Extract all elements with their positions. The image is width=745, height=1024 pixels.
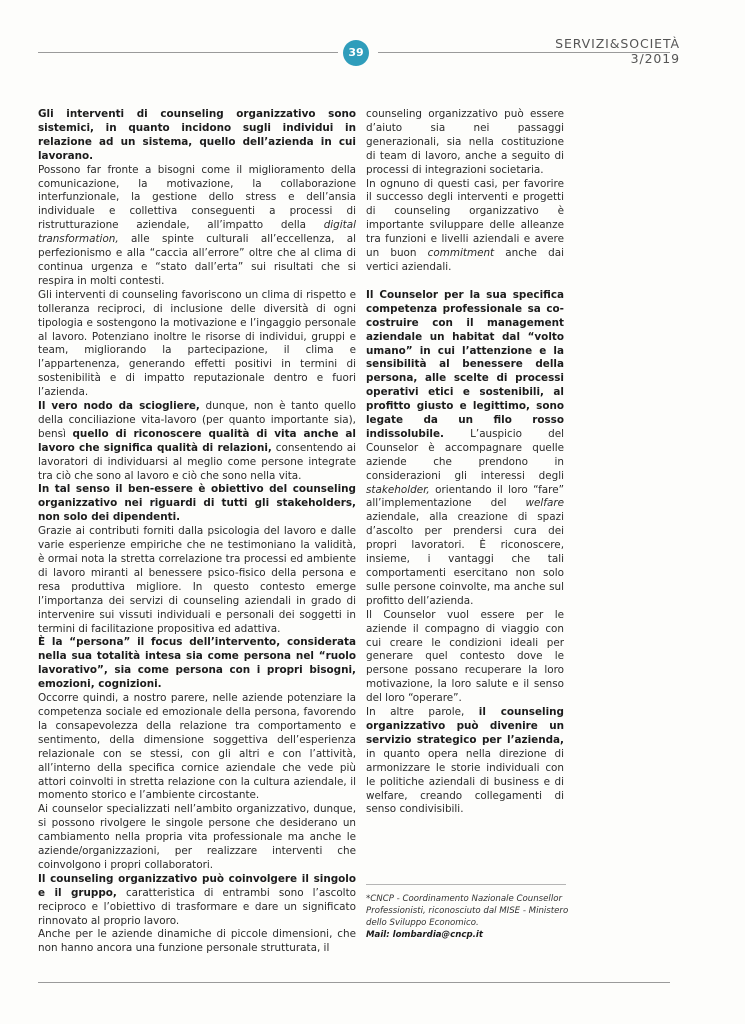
page-number-badge: 39 <box>343 40 369 66</box>
paragraph <box>38 928 356 956</box>
paragraph <box>38 483 356 525</box>
footnote <box>366 893 576 941</box>
text-run: welfare <box>525 497 564 510</box>
text-run: caratteristica di entrambi sono l’ascolto reciproco e l’obiettivo di trasformare e dare un significato rinnovato al proprio lavoro. <box>38 886 357 927</box>
text-run: digital transformation, <box>38 219 356 246</box>
paragraph <box>38 400 356 483</box>
right-column <box>366 108 564 817</box>
text-run: Grazie ai contributi forniti dalla psicologia del lavoro e dalle varie esperienze empiriche che ne testimoniano la validità, è ormai nota la stretta correlazione tra processi ed ambiente di lavoro miranti al benessere psico-fisico della persona e resa produttiva migliore. In questo contesto emerge l’importanza dei servizi di counseling aziendali in grado di intervenire sui vissuti individuali e personali dei soggetti in termini di facilitazione propositiva ed adattiva. <box>38 525 356 635</box>
text-run: il counseling organizzativo può divenire un servizio strategico per l’azienda, <box>366 706 564 746</box>
paragraph <box>366 108 564 178</box>
paragraph <box>38 525 356 636</box>
text-run: orientando il loro “fare” all’implementazione del <box>366 483 564 510</box>
text-run: consentendo ai lavoratori di individuarsi al meglio come persone integrate tra ciò che sono al lavoro e ciò che sono nella vita. <box>38 441 356 482</box>
paragraph <box>366 289 564 609</box>
text-run: aziendale, alla creazione di spazi d’ascolto per prendersi cura dei propri lavoratori. È riconoscere, insieme, i vantaggi che tali comportamenti esercitano non solo sulle persone coinvolte, ma anche sul profitto dell’azienda. <box>366 511 564 607</box>
paragraph <box>38 873 356 929</box>
text-run: counseling organizzativo può essere d’aiuto sia nei passaggi generazionali, sia nella costituzione di team di lavoro, anche a seguito di processi di integrazioni societaria. <box>366 108 564 176</box>
text-run: dunque, non è tanto quello della conciliazione vita-lavoro (per quanto importante sia), bensì <box>38 400 356 440</box>
text-run: Ai counselor specializzati nell’ambito organizzativo, dunque, si possono rivolgere le singole persone che desiderano un cambiamento nella propria vita professionale ma anche le aziende/organizzazioni, per realizzare interventi che coinvolgono i propri collaboratori. <box>38 803 356 871</box>
text-run: In ognuno di questi casi, per favorire il successo degli interventi e progetti di counseling organizzativo è importante sviluppare delle alleanze tra funzioni e livelli aziendali e avere un buon <box>366 177 564 260</box>
text-run: Occorre quindi, a nostro parere, nelle aziende potenziare la competenza sociale ed emozionale della persona, favorendo la consapevolezza della relazione tra comportamento e sentimento, della dimensione soggettiva dell’esperienza relazionale con se stessi, con gli altri e con l’attività, all’interno della specifica cornice aziendale che vede più attori coinvolti in stretta relazione con la cultura aziendale, il momento storico e l’ambiente circostante. <box>38 692 356 802</box>
left-column <box>38 108 356 956</box>
paragraph <box>366 178 564 275</box>
text-run: Il counseling organizzativo può coinvolgere il singolo e il gruppo, <box>38 872 356 899</box>
text-run: Il vero nodo da sciogliere, <box>38 400 200 413</box>
footnote-rule <box>366 884 566 885</box>
paragraph <box>38 692 356 803</box>
header-rule-left <box>38 52 338 53</box>
text-run: commitment <box>427 247 495 260</box>
paragraph <box>38 164 356 289</box>
text-run: Il Counselor vuol essere per le aziende il compagno di viaggio con cui creare le condizioni ideali per generare quel contesto dove le persone possano recuperare la loro motivazione, la loro salute e il senso del loro “operare”. <box>366 608 564 705</box>
running-head: SERVIZI&SOCIETÀ 3/2019 <box>555 36 680 66</box>
text-run: in quanto opera nella direzione di armonizzare le storie individuali con le politiche aziendali di business e di welfare, creando collegamenti di senso condivisibili. <box>366 747 564 816</box>
paragraph <box>38 803 356 873</box>
text-run: Possono far fronte a bisogni come il miglioramento della comunicazione, la motivazione, la collaborazione interfunzionale, la gestione dello stress e dell’ansia individuale e collettiva conseguenti a processi di ristrutturazione aziendale, all’impatto della <box>38 163 356 232</box>
text-run: Il Counselor per la sua specifica competenza professionale sa co-costruire con il management aziendale un habitat dal “volto umano” in cui l’attenzione e la sensibilità al benessere della persona, alle scelte di processi operativi etici e sostenibili, al profitto giusto e legittimo, sono legate da un filo rosso indissolubile. <box>366 288 564 440</box>
text-run: In altre parole, <box>366 706 479 719</box>
paragraph <box>38 108 356 164</box>
text-run: In tal senso il ben-essere è obiettivo del counseling organizzativo nei riguardi di tutti gli stakeholders, non solo dei dipendenti. <box>38 483 356 524</box>
footer-rule <box>38 982 670 983</box>
text-run: anche dai vertici aziendali. <box>366 247 564 273</box>
footnote-text: *CNCP - Coordinamento Nazionale Counsellor Professionisti, riconosciuto dal MISE - Ministero dello Sviluppo Economico. <box>366 894 569 928</box>
text-run: alle spinte culturali all’eccellenza, al perfezionismo e alla “caccia all’errore” oltre che al clima di continua urgenza e “stato dall’erta” sui risultati che si respira in molti contesti. <box>38 233 356 287</box>
paragraph <box>366 706 564 817</box>
paragraph <box>38 636 356 692</box>
paragraph <box>366 609 564 706</box>
text-run: quello di riconoscere qualità di vita anche al lavoro che significa qualità di relazioni, <box>38 427 356 454</box>
text-run: È la “persona” il focus dell’intervento, considerata nella sua totalità intesa sia come persona nel “ruolo lavorativo”, sia come persona con i propri bisogni, emozioni, cognizioni. <box>38 636 356 691</box>
text-run: Gli interventi di counseling favoriscono un clima di rispetto e tolleranza reciproci, di inclusione delle diversità di ogni tipologia e sostengono la motivazione e l’ingaggio personale al lavoro. Potenziano inoltre le risorse di individui, gruppi e team, migliorando la partecipazione, il clima e l’appartenenza, generando effetti positivi in termini di sostenibilità e di impatto reputazionale dentro e fuori l’azienda. <box>38 288 356 399</box>
text-run: L’auspicio del Counselor è accompagnare quelle aziende che prendono in considerazioni gli interessi degli <box>366 427 564 482</box>
footnote-mail: Mail: lombardia@cncp.it <box>366 930 483 940</box>
paragraph <box>38 289 356 400</box>
text-run: Anche per le aziende dinamiche di piccole dimensioni, che non hanno ancora una funzione personale strutturata, il <box>38 928 356 955</box>
text-run: stakeholder, <box>366 483 430 496</box>
text-run: Gli interventi di counseling organizzativo sono sistemici, in quanto incidono sugli individui in relazione ad un sistema, quello dell’azienda in cui lavorano. <box>38 108 356 162</box>
